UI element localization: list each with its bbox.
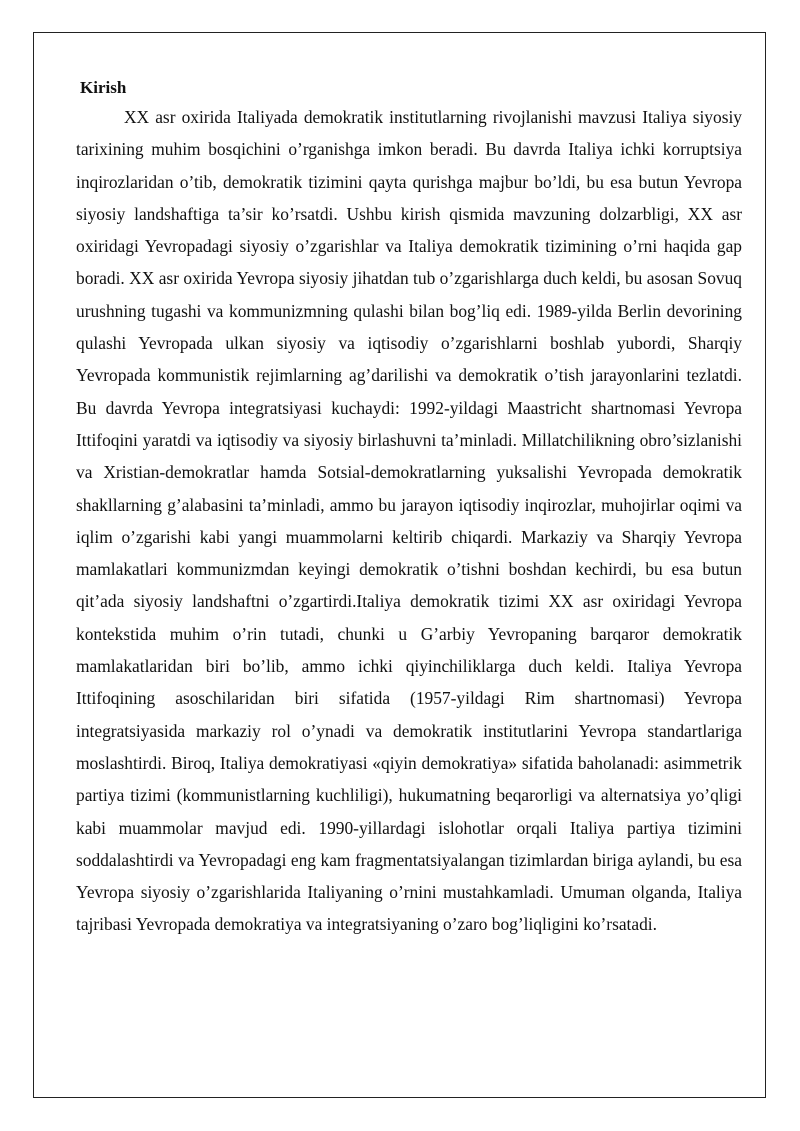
section-heading: Kirish <box>80 78 127 97</box>
body-paragraph: XX asr oxirida Italiyada demokratik institutlarning rivojlanishi mavzusi Italiya siyosiy tarixining muhim bosqichini o’rganishga imkon beradi. Bu davrda Italiya ichki korruptsiya inqirozlaridan o’tib, demokratik tizimini qayta qurishga majbur bo’ldi, bu esa butun Yevropa siyosiy landshaftiga ta’sir ko’rsatdi. Ushbu kirish qismida mavzuning dolzarbligi, XX asr oxiridagi Yevropadagi siyosiy o’zgarishlar va Italiya demokratik tizimining o’rni haqida gap boradi. XX asr oxirida Yevropa siyosiy jihatdan tub o’zgarishlarga duch keldi, bu asosan Sovuq urushning tugashi va kommunizmning qulashi bilan bog’liq edi. 1989-yilda Berlin devorining qulashi Yevropada ulkan siyosiy va iqtisodiy o’zgarishlarni boshlab yubordi, Sharqiy Yevropada kommunistik rejimlarning ag’darilishi va demokratik o’tish jarayonlarini tezlatdi. Bu davrda Yevropa integratsiyasi kuchaydi: 1992-yildagi Maastricht shartnomasi Yevropa Ittifoqini yaratdi va iqtisodiy va siyosiy birlashuvni ta’minladi. Millatchilikning obro’sizlanishi va Xristian-demokratlar hamda Sotsial-demokratlarning yuksalishi Yevropada demokratik shakllarning g’alabasini ta’minladi, ammo bu jarayon iqtisodiy inqirozlar, muhojirlar oqimi va iqlim o’zgarishi kabi yangi muammolarni keltirib chiqardi. Markaziy va Sharqiy Yevropa mamlakatlari kommunizmdan keyingi demokratik o’tishni boshdan kechirdi, bu esa butun qit’ada siyosiy landshaftni o’zgartirdi.Italiya demokratik tizimi XX asr oxiridagi Yevropa kontekstida muhim o’rin tutadi, chunki u G’arbiy Yevropaning barqaror demokratik mamlakatlaridan biri bo’lib, ammo ichki qiyinchiliklarga duch keldi. Italiya Yevropa Ittifoqining asoschilaridan biri sifatida (1957-yildagi Rim shartnomasi) Yevropa integratsiyasida markaziy rol o’ynadi va demokratik institutlarini Yevropa standartlariga moslashtirdi. Biroq, Italiya demokratiyasi «qiyin demokratiya» sifatida baholanadi: asimmetrik partiya tizimi (kommunistlarning kuchliligi), hukumatning beqarorligi va alternatsiya yo’qligi kabi muammolar mavjud edi. 1990-yillardagi islohotlar orqali Italiya partiya tizimini soddalashtirdi va Yevropadagi eng kam fragmentatsiyalangan tizimlardan biriga aylandi, bu esa Yevropa siyosiy o’zgarishlarida Italiyaning o’rnini mustahkamladi. Umuman olganda, Italiya tajribasi Yevropada demokratiya va integratsiyaning o’zaro bog’liqligini ko’rsatadi. <box>76 107 742 935</box>
document-body <box>76 76 742 941</box>
